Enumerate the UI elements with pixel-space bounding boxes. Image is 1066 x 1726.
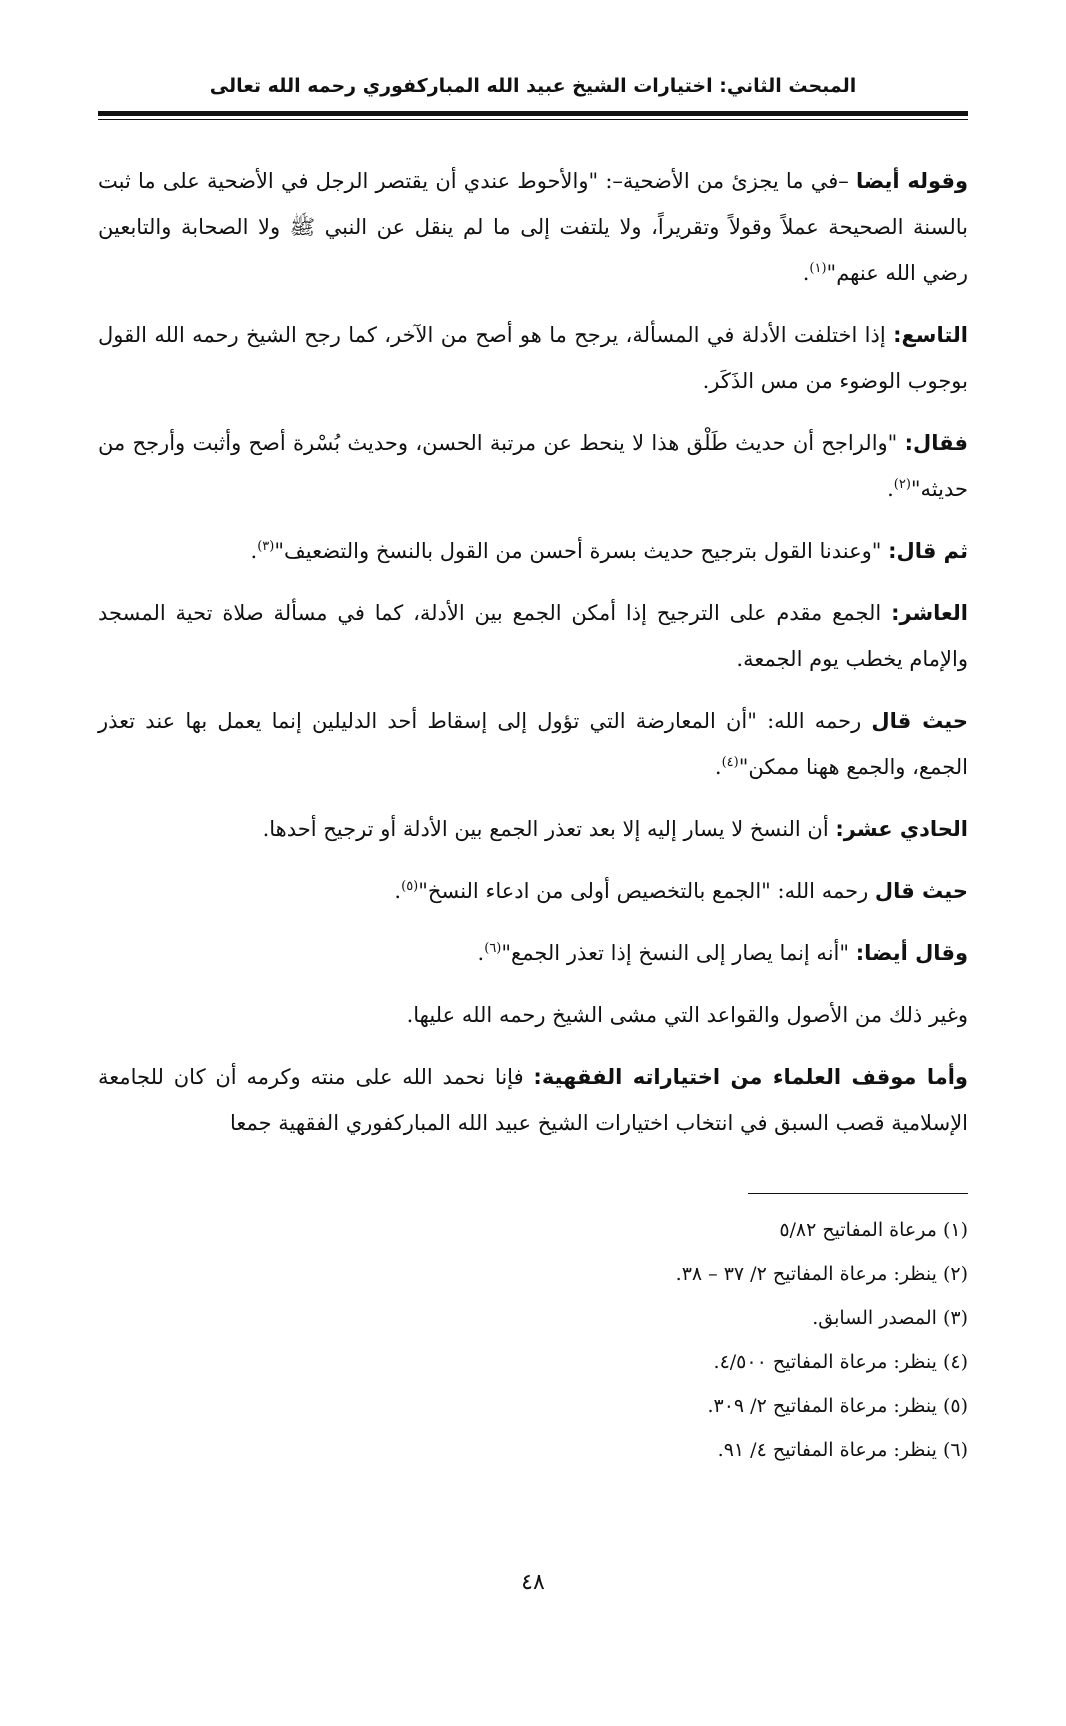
paragraph-lead: التاسع: <box>893 323 968 347</box>
footnote-3: (٣) المصدر السابق. <box>812 1307 968 1329</box>
paragraph-lead: ثم قال: <box>888 539 968 563</box>
footnote-ref: (٤) <box>721 755 739 770</box>
footnote-4: (٤) ينظر: مرعاة المفاتيح ٤/٥٠٠. <box>713 1351 968 1373</box>
footnotes <box>98 1208 968 1472</box>
paragraph-4 <box>98 528 968 574</box>
footnote-ref: (١) <box>809 261 827 276</box>
paragraph-text: الجمع مقدم على الترجيح إذا أمكن الجمع بين الأدلة، كما في مسألة صلاة تحية المسجد والإمام يخطب يوم الجمعة. <box>98 601 968 671</box>
footnote-6: (٦) ينظر: مرعاة المفاتيح ٤/ ٩١. <box>717 1439 968 1461</box>
paragraph-text: –في ما يجزئ من الأضحية–: "والأحوط عندي أن يقتصر الرجل في الأضحية على ما ثبت بالسنة الصحيحة عملاً وقولاً وتقريراً، ولا يلتفت إلى ما لم ينقل عن النبي ﷺ ولا الصحابة والتابعين رضي الله عنهم" <box>98 169 968 285</box>
paragraph-text: "والراجح أن حديث طَلْق هذا لا ينحط عن مرتبة الحسن، وحديث بُسْرة أصح وأثبت وأرجح من حديثه" <box>98 431 968 501</box>
paragraph-10 <box>98 992 968 1038</box>
paragraph-end: . <box>250 539 258 563</box>
page-number: ٤٨ <box>521 1570 545 1595</box>
paragraph-7 <box>98 806 968 852</box>
paragraph-end: . <box>887 477 894 501</box>
paragraph-lead: فقال: <box>904 431 968 455</box>
paragraph-lead: الحادي عشر: <box>835 817 968 841</box>
paragraph-text: رحمه الله: "أن المعارضة التي تؤول إلى إسقاط أحد الدليلين إنما يعمل بها عند تعذر الجمع، والجمع ههنا ممكن" <box>98 709 968 779</box>
paragraph-end: . <box>802 261 810 285</box>
running-header: المبحث الثاني: اختيارات الشيخ عبيد الله المباركفوري رحمه الله تعالى <box>209 75 857 97</box>
paragraph-11 <box>98 1054 968 1146</box>
footnote-separator <box>748 1193 968 1194</box>
paragraph-3 <box>98 420 968 512</box>
footnote-ref: (٢) <box>893 477 911 492</box>
paragraph-text: "أنه إنما يصار إلى النسخ إذا تعذر الجمع" <box>501 941 856 965</box>
paragraph-6 <box>98 698 968 790</box>
paragraph-text: رحمه الله: "الجمع بالتخصيص أولى من ادعاء النسخ" <box>418 879 875 903</box>
body-text <box>98 158 968 1162</box>
paragraph-end: . <box>714 755 722 779</box>
paragraph-lead: العاشر: <box>891 601 968 625</box>
header-rule-thick <box>98 111 968 116</box>
paragraph-end: . <box>477 941 485 965</box>
paragraph-5 <box>98 590 968 682</box>
footnote-ref: (٦) <box>484 941 502 956</box>
footnote-ref: (٥) <box>401 879 419 894</box>
paragraph-text: أن النسخ لا يسار إليه إلا بعد تعذر الجمع بين الأدلة أو ترجيح أحدها. <box>262 817 836 841</box>
paragraph-2 <box>98 312 968 404</box>
paragraph-lead: حيث قال <box>874 879 968 903</box>
footnote-1: (١) مرعاة المفاتيح ٥/٨٢ <box>779 1219 968 1241</box>
paragraph-text: "وعندنا القول بترجيح حديث بسرة أحسن من القول بالنسخ والتضعيف" <box>274 539 889 563</box>
paragraph-lead: وقال أيضا: <box>855 941 968 965</box>
paragraph-lead: حيث قال <box>871 709 969 733</box>
footnote-5: (٥) ينظر: مرعاة المفاتيح ٢/ ٣٠٩. <box>707 1395 968 1417</box>
footnote-ref: (٣) <box>257 539 275 554</box>
paragraph-9 <box>98 930 968 976</box>
paragraph-text: وغير ذلك من الأصول والقواعد التي مشى الشيخ رحمه الله عليها. <box>406 1003 968 1027</box>
paragraph-lead: وقوله أيضا <box>855 169 969 193</box>
paragraph-lead: وأما موقف العلماء من اختياراته الفقهية: <box>533 1065 968 1089</box>
paragraph-end: . <box>394 879 402 903</box>
header-rule-thin <box>98 119 968 120</box>
paragraph-8 <box>98 868 968 914</box>
paragraph-text: إذا اختلفت الأدلة في المسألة، يرجح ما هو أصح من الآخر، كما رجح الشيخ رحمه الله القول بوجوب الوضوء من مس الذَكَر. <box>98 323 968 393</box>
paragraph-1 <box>98 158 968 296</box>
footnote-2: (٢) ينظر: مرعاة المفاتيح ٢/ ٣٧ – ٣٨. <box>675 1263 968 1285</box>
paragraph-text: فإنا نحمد الله على منته وكرمه أن كان للجامعة الإسلامية قصب السبق في انتخاب اختيارات الشيخ عبيد الله المباركفوري الفقهية جمعا <box>98 1065 968 1135</box>
